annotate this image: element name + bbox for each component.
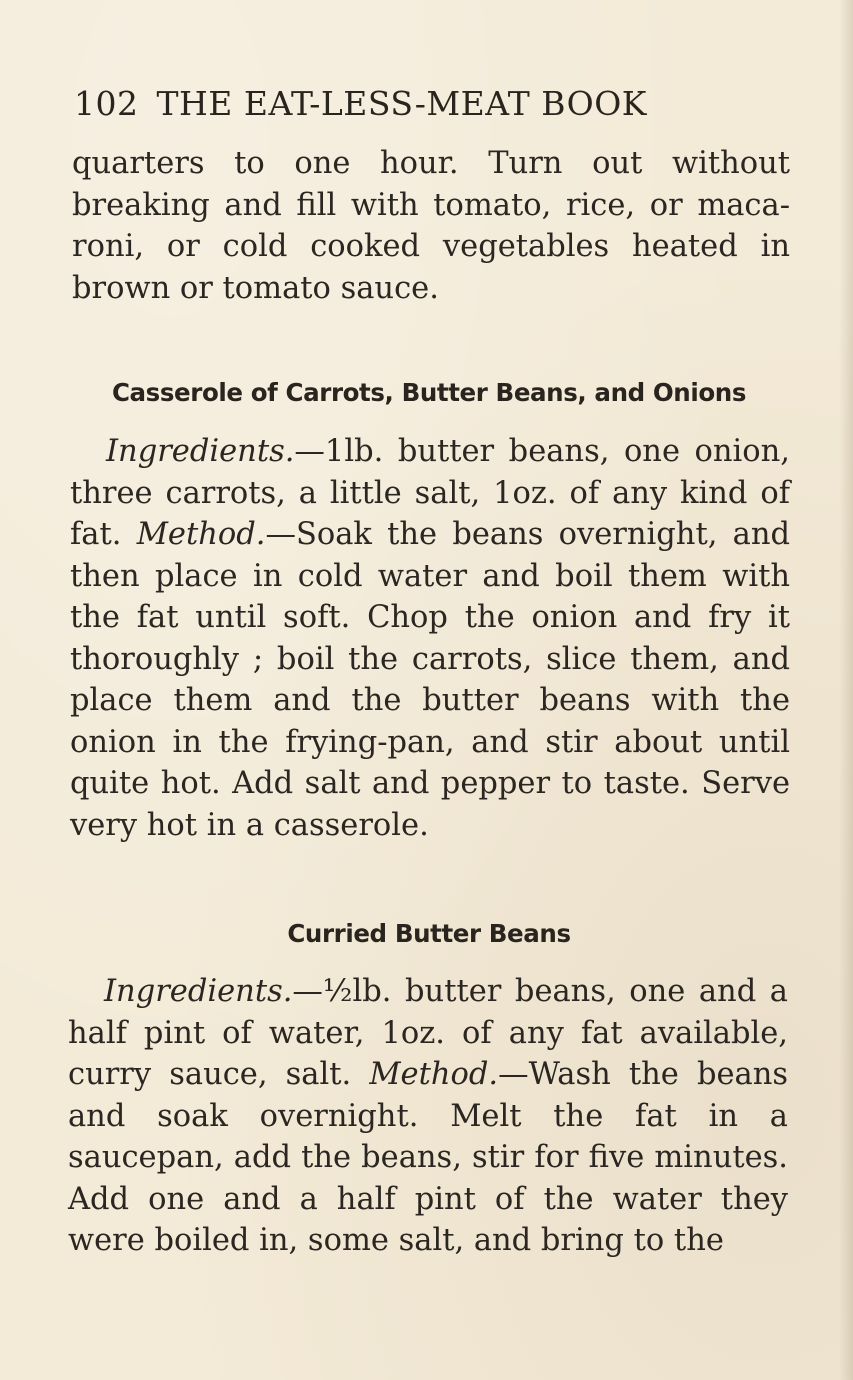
continuation-paragraph: quarters to one hour. Turn out without breaking and fill with tomato, rice, or maca-roni, or cold cooked vegetables heated in brown or tomato sauce. <box>72 146 790 306</box>
running-head <box>74 84 647 123</box>
recipe-title-curried: Curried Butter Beans <box>287 919 571 948</box>
method-label: Method. <box>369 1057 499 1092</box>
ingredients-text: —1lb. butter beans, one onion, three carrots, a little salt, 1oz. of any kind of fat. <box>70 434 790 552</box>
method-text: —Wash the beans and soak overnight. Melt the fat in a saucepan, add the beans, stir for five minutes. Add one and a half pint of the water they were boiled in, some salt, and bring to the <box>68 1057 789 1258</box>
ingredients-label: Ingredients. <box>104 974 293 1009</box>
ingredients-label: Ingredients. <box>106 434 295 469</box>
recipe-body-curried <box>68 971 788 1262</box>
page-edge-shadow <box>839 0 853 1380</box>
book-title: THE EAT-LESS-MEAT BOOK <box>156 84 647 123</box>
method-label: Method. <box>136 517 266 552</box>
method-text: —Soak the beans overnight, and then place in cold water and boil them with the fat until soft. Chop the onion and fry it thoroughly ; boil the carrots, slice them, and place them and the butter beans with the onion in the frying-pan, and stir about until quite hot. Add salt and pepper to taste. Serve very hot in a casserole. <box>70 517 791 843</box>
recipe-body-casserole <box>70 431 790 846</box>
page-number: 102 <box>74 84 139 123</box>
ingredients-text: —½lb. butter beans, one and a half pint of water, 1oz. of any fat available, curry sauce, salt. <box>68 974 788 1092</box>
recipe-title-casserole: Casserole of Carrots, Butter Beans, and Onions <box>111 378 747 407</box>
